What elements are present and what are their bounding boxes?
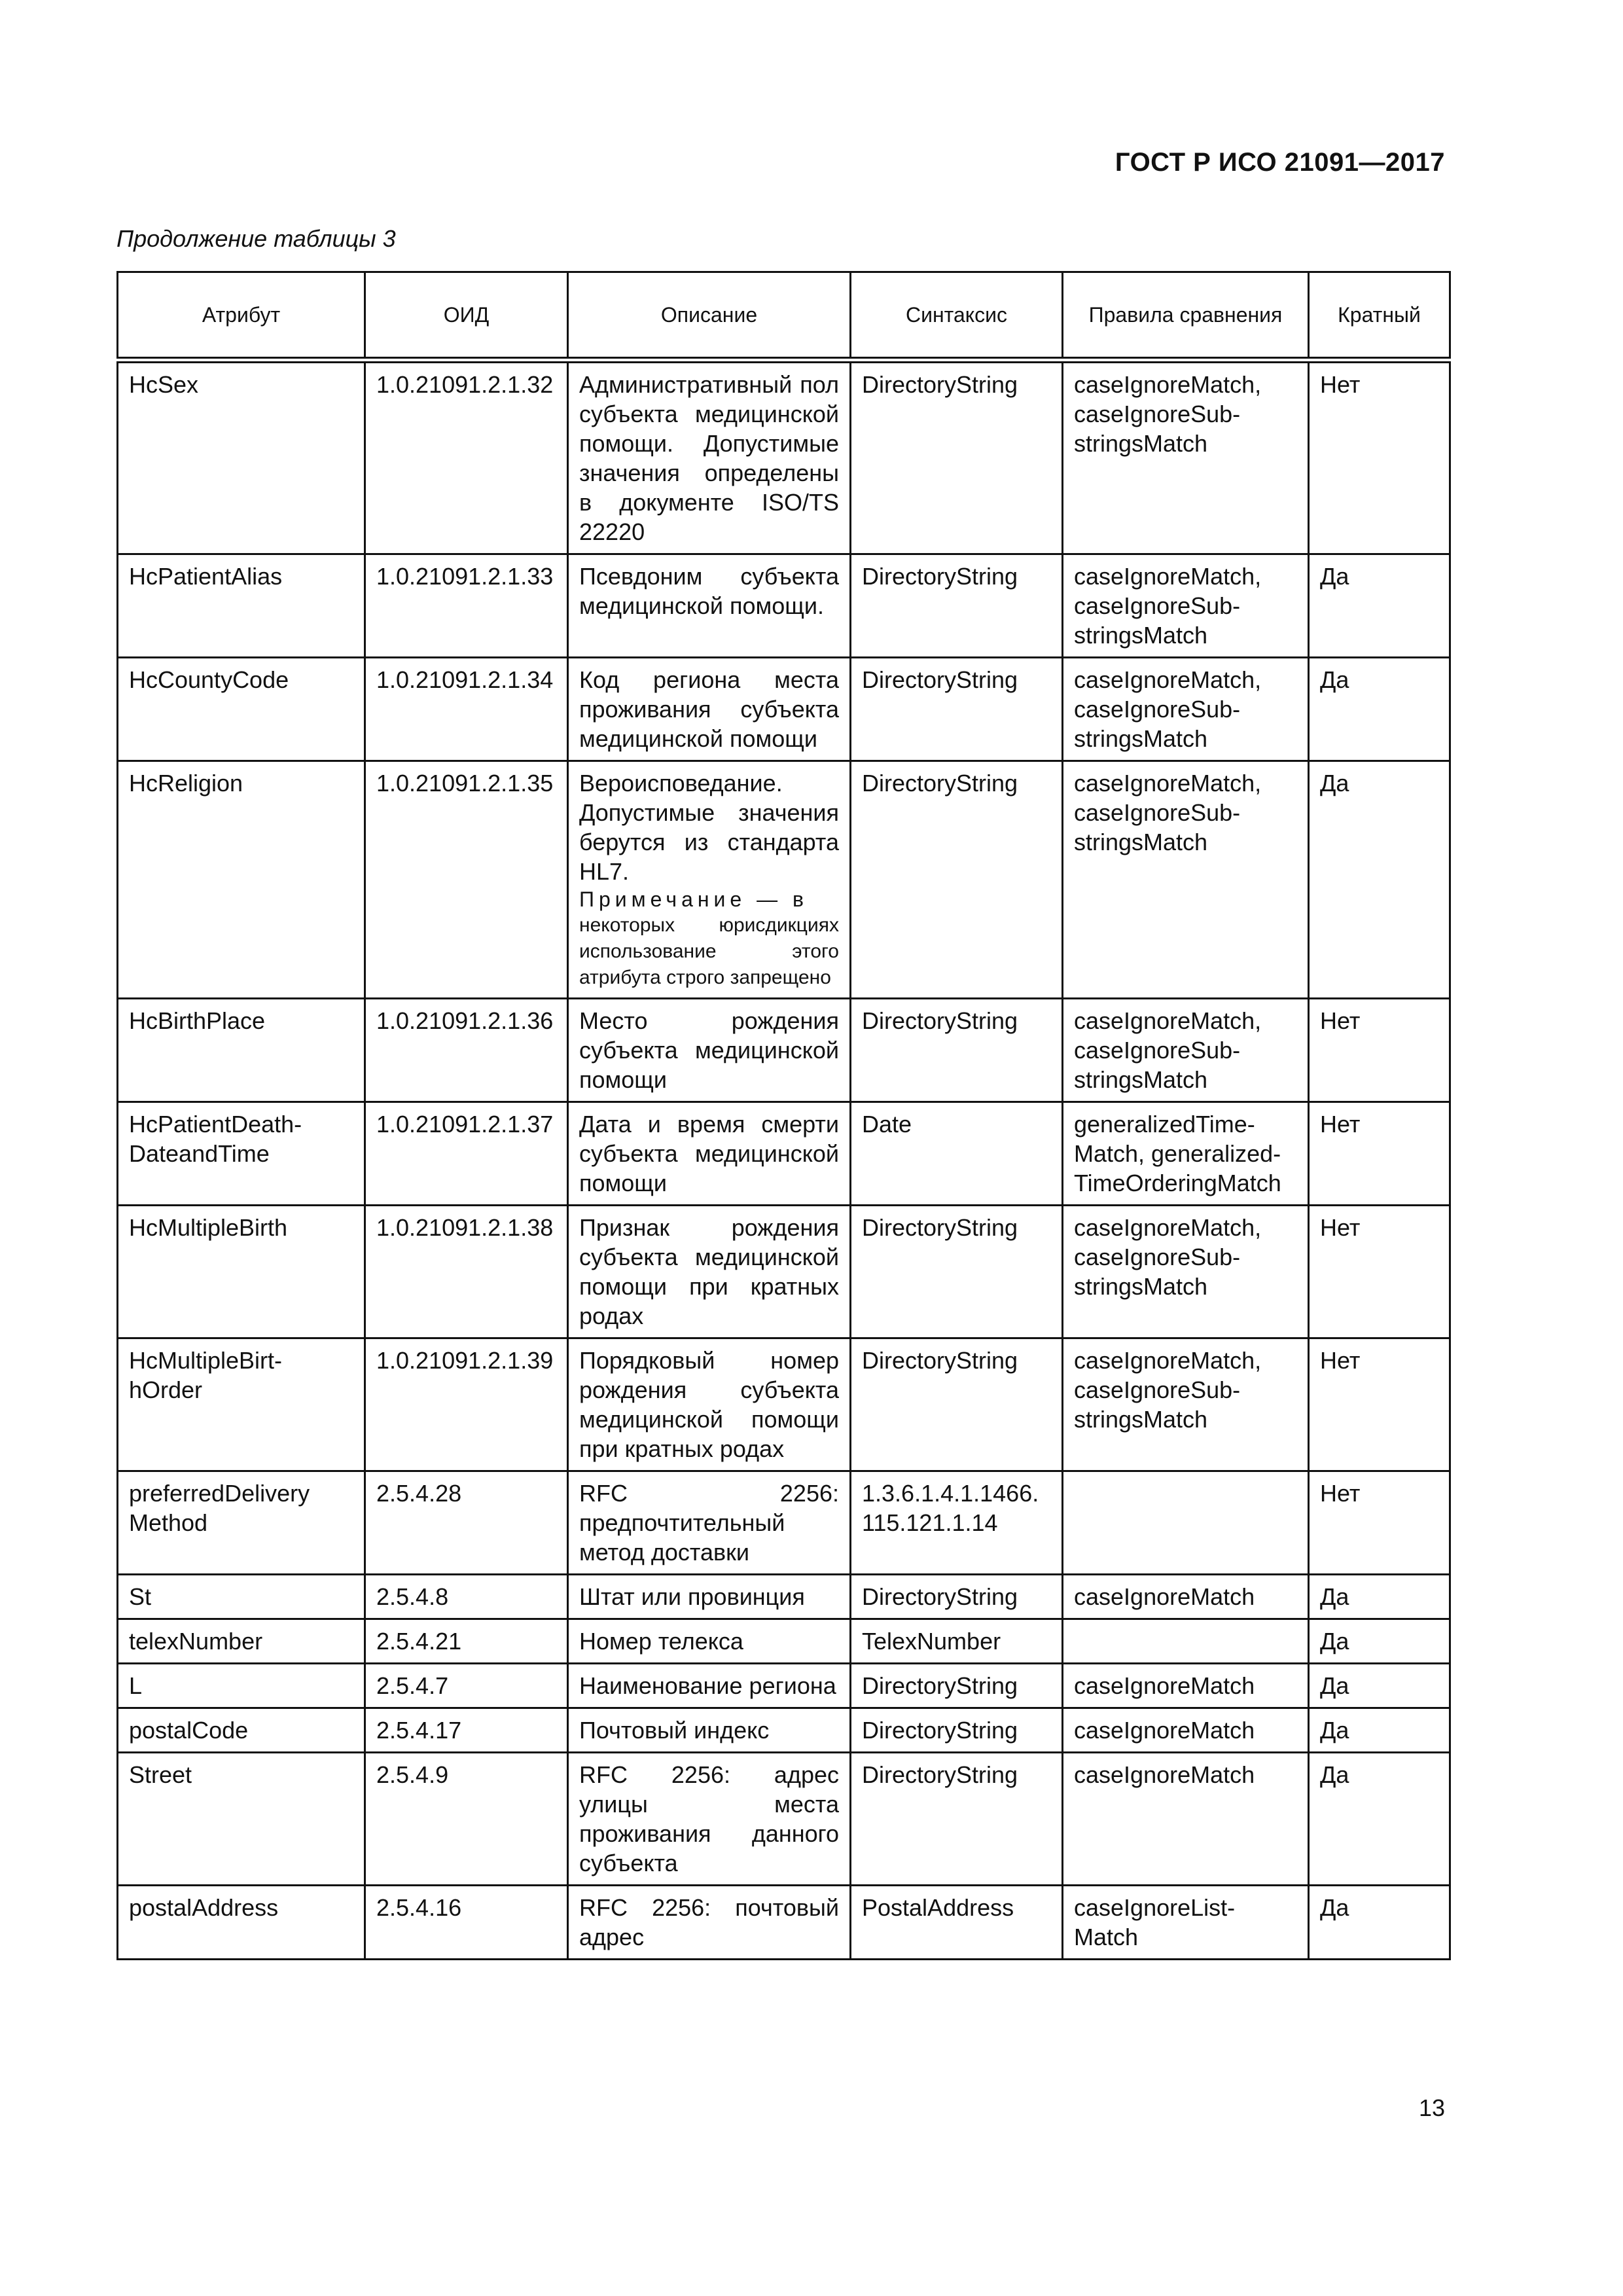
cell-multiple: Да — [1309, 761, 1450, 999]
cell-oid: 1.0.21091.2.1.33 — [365, 554, 568, 658]
cell-syntax: DirectoryString — [851, 360, 1063, 554]
cell-syntax: DirectoryString — [851, 658, 1063, 761]
cell-oid: 1.0.21091.2.1.39 — [365, 1338, 568, 1471]
table-row — [118, 1753, 1450, 1886]
cell-multiple: Нет — [1309, 1471, 1450, 1575]
cell-matching-rules: caseIgnoreMatch — [1063, 1575, 1309, 1619]
cell-matching-rules: caseIgnoreMatch, caseIgnoreSub-stringsMatch — [1063, 999, 1309, 1102]
cell-syntax: DirectoryString — [851, 761, 1063, 999]
cell-syntax: DirectoryString — [851, 1575, 1063, 1619]
cell-matching-rules: caseIgnoreMatch — [1063, 1708, 1309, 1753]
cell-multiple: Да — [1309, 658, 1450, 761]
cell-matching-rules: caseIgnoreMatch — [1063, 1664, 1309, 1708]
cell-matching-rules: caseIgnoreMatch, caseIgnoreSub-stringsMatch — [1063, 360, 1309, 554]
table-row — [118, 1708, 1450, 1753]
table-row — [118, 360, 1450, 554]
cell-description — [568, 761, 851, 999]
cell-syntax: DirectoryString — [851, 1206, 1063, 1338]
cell-oid: 1.0.21091.2.1.34 — [365, 658, 568, 761]
cell-oid: 1.0.21091.2.1.38 — [365, 1206, 568, 1338]
cell-oid: 2.5.4.28 — [365, 1471, 568, 1575]
cell-multiple: Да — [1309, 1575, 1450, 1619]
cell-attribute: preferredDelivery Method — [118, 1471, 365, 1575]
cell-oid: 2.5.4.7 — [365, 1664, 568, 1708]
cell-attribute: HcPatientDeath-DateandTime — [118, 1102, 365, 1206]
cell-description: Код региона места проживания субъекта медицинской помощи — [568, 658, 851, 761]
cell-matching-rules: caseIgnoreMatch, caseIgnoreSub-stringsMatch — [1063, 658, 1309, 761]
document-code: ГОСТ Р ИСО 21091—2017 — [1115, 148, 1445, 177]
note-text: некоторых юрисдикциях использование этого атрибута строго запрещено — [579, 914, 839, 988]
page-number: 13 — [1418, 2094, 1445, 2121]
cell-attribute: HcMultipleBirt-hOrder — [118, 1338, 365, 1471]
table-caption: Продолжение таблицы 3 — [116, 225, 396, 252]
cell-oid: 1.0.21091.2.1.35 — [365, 761, 568, 999]
cell-description: Штат или провинция — [568, 1575, 851, 1619]
cell-oid: 1.0.21091.2.1.37 — [365, 1102, 568, 1206]
cell-matching-rules: caseIgnoreMatch, caseIgnoreSub-stringsMatch — [1063, 1206, 1309, 1338]
cell-description: RFC 2256: почтовый адрес — [568, 1886, 851, 1960]
cell-multiple: Нет — [1309, 1338, 1450, 1471]
table-row — [118, 1102, 1450, 1206]
cell-attribute: St — [118, 1575, 365, 1619]
cell-oid: 2.5.4.17 — [365, 1708, 568, 1753]
cell-multiple: Нет — [1309, 360, 1450, 554]
cell-matching-rules: generalizedTime-Match, generalized-TimeOrderingMatch — [1063, 1102, 1309, 1206]
cell-attribute: HcSex — [118, 360, 365, 554]
cell-oid: 2.5.4.8 — [365, 1575, 568, 1619]
cell-description: Псевдоним субъекта медицинской помощи. — [568, 554, 851, 658]
table-header-row — [118, 272, 1450, 361]
cell-matching-rules — [1063, 1471, 1309, 1575]
table-row — [118, 658, 1450, 761]
table-row — [118, 1619, 1450, 1664]
cell-syntax: DirectoryString — [851, 1664, 1063, 1708]
cell-oid: 1.0.21091.2.1.32 — [365, 360, 568, 554]
cell-matching-rules: caseIgnoreMatch — [1063, 1753, 1309, 1886]
cell-matching-rules: caseIgnoreList-Match — [1063, 1886, 1309, 1960]
attributes-table — [116, 271, 1451, 1960]
cell-syntax: DirectoryString — [851, 554, 1063, 658]
column-header-oid: ОИД — [365, 272, 568, 361]
cell-multiple: Да — [1309, 1619, 1450, 1664]
cell-description: RFC 2256: адрес улицы места проживания данного субъекта — [568, 1753, 851, 1886]
cell-oid: 2.5.4.21 — [365, 1619, 568, 1664]
cell-oid: 2.5.4.9 — [365, 1753, 568, 1886]
cell-oid: 2.5.4.16 — [365, 1886, 568, 1960]
cell-syntax: DirectoryString — [851, 1708, 1063, 1753]
cell-matching-rules — [1063, 1619, 1309, 1664]
cell-description: Наименование региона — [568, 1664, 851, 1708]
table-row — [118, 1206, 1450, 1338]
cell-description: Дата и время смерти субъекта медицинской помощи — [568, 1102, 851, 1206]
table-row — [118, 1664, 1450, 1708]
table-row — [118, 554, 1450, 658]
cell-attribute: HcReligion — [118, 761, 365, 999]
description-text: Вероисповедание. Допустимые значения берутся из стандарта HL7. — [579, 770, 839, 885]
cell-syntax: Date — [851, 1102, 1063, 1206]
cell-attribute: L — [118, 1664, 365, 1708]
cell-matching-rules: caseIgnoreMatch, caseIgnoreSub-stringsMatch — [1063, 761, 1309, 999]
cell-attribute: HcBirthPlace — [118, 999, 365, 1102]
cell-description: Административный пол субъекта медицинской помощи. Допустимые значения определены в документе ISO/TS 22220 — [568, 360, 851, 554]
cell-attribute: HcPatientAlias — [118, 554, 365, 658]
cell-syntax: PostalAddress — [851, 1886, 1063, 1960]
table-row — [118, 1471, 1450, 1575]
note-label: Примечание — в — [579, 888, 808, 911]
cell-description: RFC 2256: предпочтительный метод доставки — [568, 1471, 851, 1575]
cell-syntax: DirectoryString — [851, 1753, 1063, 1886]
table-row — [118, 1338, 1450, 1471]
cell-multiple: Да — [1309, 1708, 1450, 1753]
cell-description: Место рождения субъекта медицинской помощи — [568, 999, 851, 1102]
column-header-syntax: Синтаксис — [851, 272, 1063, 361]
column-header-description: Описание — [568, 272, 851, 361]
cell-multiple: Да — [1309, 554, 1450, 658]
cell-multiple: Нет — [1309, 1102, 1450, 1206]
cell-multiple: Да — [1309, 1886, 1450, 1960]
cell-syntax: TelexNumber — [851, 1619, 1063, 1664]
table-row — [118, 1575, 1450, 1619]
cell-description: Порядковый номер рождения субъекта медицинской помощи при кратных родах — [568, 1338, 851, 1471]
cell-description: Почтовый индекс — [568, 1708, 851, 1753]
cell-matching-rules: caseIgnoreMatch, caseIgnoreSub-stringsMatch — [1063, 554, 1309, 658]
column-header-attribute: Атрибут — [118, 272, 365, 361]
cell-syntax: DirectoryString — [851, 1338, 1063, 1471]
table-row — [118, 999, 1450, 1102]
cell-multiple: Нет — [1309, 1206, 1450, 1338]
column-header-matching-rules: Правила сравнения — [1063, 272, 1309, 361]
table-row — [118, 1886, 1450, 1960]
cell-attribute: telexNumber — [118, 1619, 365, 1664]
cell-multiple: Да — [1309, 1664, 1450, 1708]
cell-attribute: HcMultipleBirth — [118, 1206, 365, 1338]
cell-oid: 1.0.21091.2.1.36 — [365, 999, 568, 1102]
cell-description: Номер телекса — [568, 1619, 851, 1664]
cell-attribute: postalCode — [118, 1708, 365, 1753]
cell-description: Признак рождения субъекта медицинской помощи при кратных родах — [568, 1206, 851, 1338]
cell-attribute: Street — [118, 1753, 365, 1886]
column-header-multiple: Кратный — [1309, 272, 1450, 361]
cell-multiple: Нет — [1309, 999, 1450, 1102]
cell-attribute: HcCountyCode — [118, 658, 365, 761]
cell-multiple: Да — [1309, 1753, 1450, 1886]
cell-syntax: 1.3.6.1.4.1.1466. 115.121.1.14 — [851, 1471, 1063, 1575]
cell-matching-rules: caseIgnoreMatch, caseIgnoreSub-stringsMatch — [1063, 1338, 1309, 1471]
cell-attribute: postalAddress — [118, 1886, 365, 1960]
cell-syntax: DirectoryString — [851, 999, 1063, 1102]
table-row — [118, 761, 1450, 999]
